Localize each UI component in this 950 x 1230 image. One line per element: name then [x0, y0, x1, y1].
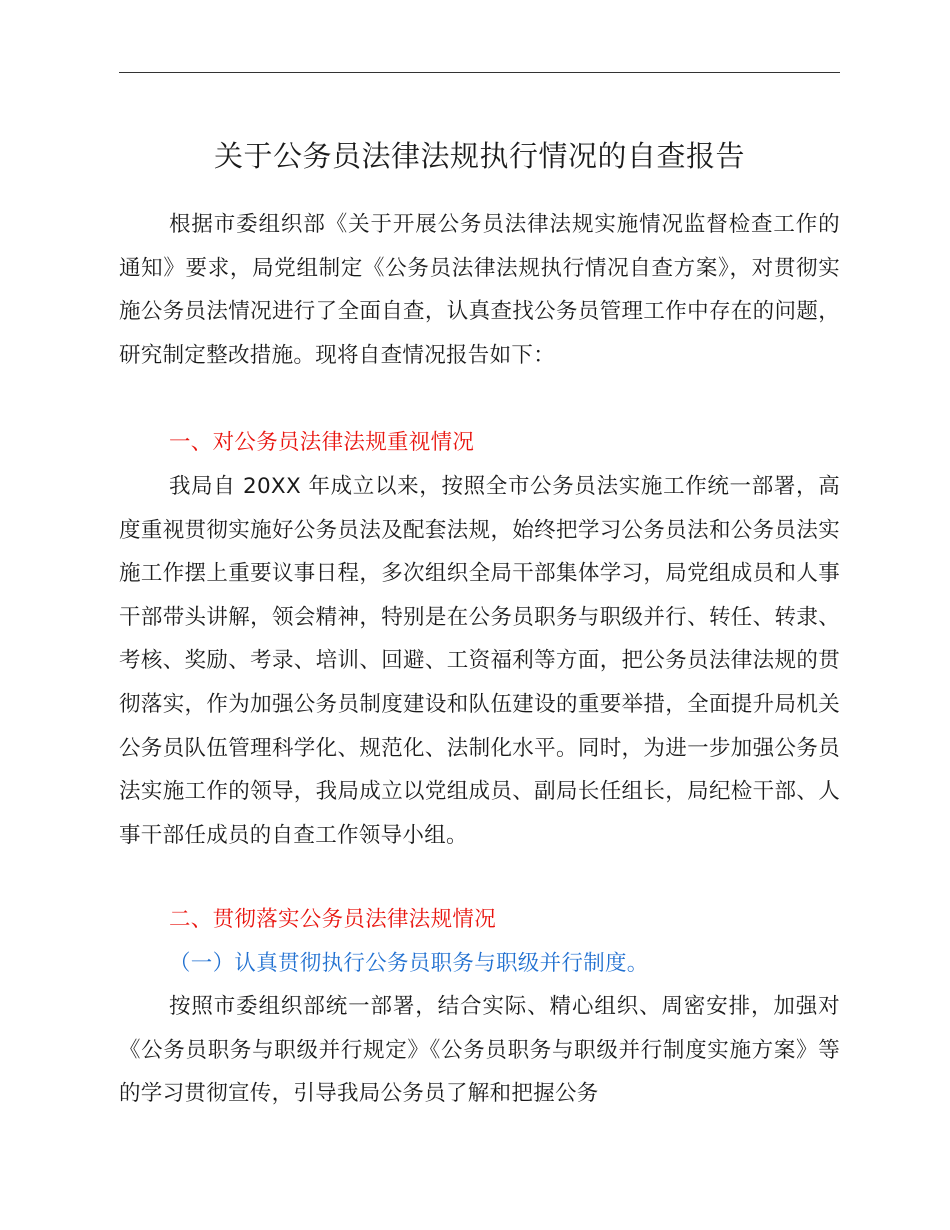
section-2-subheading: （一）认真贯彻执行公务员职务与职级并行制度。	[169, 951, 649, 976]
section-1-heading: 一、对公务员法律法规重视情况	[169, 430, 475, 455]
section-2-paragraph: 按照市委组织部统一部署，结合实际、精心组织、周密安排，加强对《公务员职务与职级并行规定》《公务员职务与职级并行制度实施方案》等的学习贯彻宣传，引导我局公务员了解和把握公务	[119, 994, 840, 1107]
document-title: 关于公务员法律法规执行情况的自查报告	[213, 139, 745, 173]
section-2-heading: 二、贯彻落实公务员法律法规情况	[169, 907, 497, 932]
header-rule	[119, 72, 840, 73]
intro-paragraph: 根据市委组织部《关于开展公务员法律法规实施情况监督检查工作的通知》要求，局党组制定《公务员法律法规执行情况自查方案》，对贯彻实施公务员法情况进行了全面自查，认真查找公务员管理工作中存在的问题，研究制定整改措施。现将自查情况报告如下：	[119, 212, 840, 368]
section-1-paragraph: 我局自 20XX 年成立以来，按照全市公务员法实施工作统一部署，高度重视贯彻实施好公务员法及配套法规，始终把学习公务员法和公务员法实施工作摆上重要议事日程，多次组织全局干部集体学习，局党组成员和人事干部带头讲解，领会精神，特别是在公务员职务与职级并行、转任、转隶、考核、奖励、考录、培训、回避、工资福利等方面，把公务员法律法规的贯彻落实，作为加强公务员制度建设和队伍建设的重要举措，全面提升局机关公务员队伍管理科学化、规范化、法制化水平。同时，为进一步加强公务员法实施工作的领导，我局成立以党组成员、副局长任组长，局纪检干部、人事干部任成员的自查工作领导小组。	[119, 474, 840, 848]
